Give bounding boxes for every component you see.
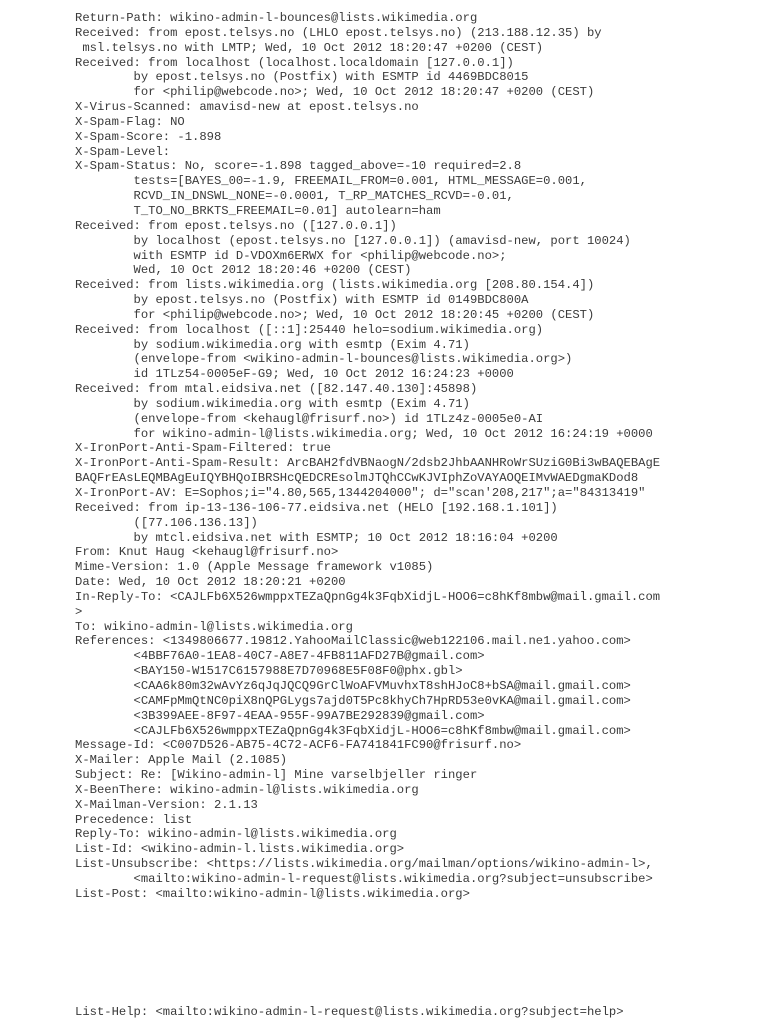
- header-line: (envelope-from <kehaugl@frisurf.no>) id 1TLz4z-0005e0-AI: [75, 411, 544, 426]
- header-line: X-Mailman-Version: 2.1.13: [75, 797, 258, 812]
- header-line: X-Spam-Level:: [75, 144, 171, 159]
- header-line: X-BeenThere: wikino-admin-l@lists.wikimedia.org: [75, 782, 419, 797]
- header-line: for wikino-admin-l@lists.wikimedia.org; Wed, 10 Oct 2012 16:24:19 +0000: [75, 426, 653, 441]
- header-line: Received: from localhost ([::1]:25440 helo=sodium.wikimedia.org): [75, 322, 544, 337]
- header-line: <CAA6k80m32wAvYz6qJqJQCQ9GrClWoAFVMuvhxT8shHJoC8+bSA@mail.gmail.com>: [75, 678, 631, 693]
- header-line: X-Spam-Status: No, score=-1.898 tagged_above=-10 required=2.8: [75, 159, 522, 174]
- header-line: (envelope-from <wikino-admin-l-bounces@lists.wikimedia.org>): [75, 352, 573, 367]
- header-line: >: [75, 604, 83, 619]
- email-header-block: [75, 11, 660, 902]
- header-line: List-Unsubscribe: <https://lists.wikimedia.org/mailman/options/wikino-admin-l>,: [75, 857, 653, 872]
- header-line: by sodium.wikimedia.org with esmtp (Exim 4.71): [75, 337, 470, 352]
- header-line: T_TO_NO_BRKTS_FREEMAIL=0.01] autolearn=ham: [75, 203, 441, 218]
- header-line: From: Knut Haug <kehaugl@frisurf.no>: [75, 545, 339, 560]
- header-line: X-Spam-Flag: NO: [75, 114, 185, 129]
- header-line: by sodium.wikimedia.org with esmtp (Exim 4.71): [75, 396, 470, 411]
- header-line: <BAY150-W1517C6157988E7D70968E5F08F0@phx.gbl>: [75, 664, 463, 679]
- header-line: Reply-To: wikino-admin-l@lists.wikimedia.org: [75, 827, 397, 842]
- header-line: for <philip@webcode.no>; Wed, 10 Oct 2012 18:20:45 +0200 (CEST): [75, 307, 595, 322]
- header-line: by localhost (epost.telsys.no [127.0.0.1]) (amavisd-new, port 10024): [75, 233, 631, 248]
- header-line: Date: Wed, 10 Oct 2012 18:20:21 +0200: [75, 575, 346, 590]
- header-line: tests=[BAYES_00=-1.9, FREEMAIL_FROM=0.001, HTML_MESSAGE=0.001,: [75, 174, 587, 189]
- header-line: X-Spam-Score: -1.898: [75, 129, 222, 144]
- header-line: BAQFrEAsLEQMBAgEuIQYBHQoIBRSHcQEDCREsolmJTQhCCwKJVIphZoVAYAOQEIMvWAEDgmaKDod8: [75, 471, 639, 486]
- header-line: References: <1349806677.19812.YahooMailClassic@web122106.mail.ne1.yahoo.com>: [75, 634, 631, 649]
- header-line: Subject: Re: [Wikino-admin-l] Mine varselbjeller ringer: [75, 768, 478, 783]
- header-line: X-Virus-Scanned: amavisd-new at epost.telsys.no: [75, 100, 419, 115]
- header-line: To: wikino-admin-l@lists.wikimedia.org: [75, 619, 353, 634]
- header-line: RCVD_IN_DNSWL_NONE=-0.0001, T_RP_MATCHES_RCVD=-0.01,: [75, 189, 514, 204]
- header-line: In-Reply-To: <CAJLFb6X526wmppxTEZaQpnGg4k3FqbXidjL-HOO6=c8hKf8mbw@mail.gmail.com: [75, 589, 661, 604]
- header-line: Received: from ip-13-136-106-77.eidsiva.net (HELO [192.168.1.101]): [75, 500, 558, 515]
- header-line: id 1TLz54-0005eF-G9; Wed, 10 Oct 2012 16:24:23 +0000: [75, 367, 514, 382]
- header-line: by epost.telsys.no (Postfix) with ESMTP id 4469BDC8015: [75, 70, 529, 85]
- header-line: with ESMTP id D-VDOXm6ERWX for <philip@webcode.no>;: [75, 248, 507, 263]
- header-line: <CAJLFb6X526wmppxTEZaQpnGg4k3FqbXidjL-HOO6=c8hKf8mbw@mail.gmail.com>: [75, 723, 631, 738]
- header-line: Received: from epost.telsys.no (LHLO epost.telsys.no) (213.188.12.35) by: [75, 25, 602, 40]
- header-line: X-IronPort-Anti-Spam-Result: ArcBAH2fdVBNaogN/2dsb2JhbAANHRoWrSUziG0Bi3wBAQEBAgE: [75, 456, 661, 471]
- header-line: by mtcl.eidsiva.net with ESMTP; 10 Oct 2012 18:16:04 +0200: [75, 530, 558, 545]
- header-line: by epost.telsys.no (Postfix) with ESMTP id 0149BDC800A: [75, 293, 529, 308]
- header-line: <CAMFpMmQtNC0piX8nQPGLygs7ajd0T5Pc8khyCh7HpRD53e0vKA@mail.gmail.com>: [75, 693, 631, 708]
- header-line: List-Post: <mailto:wikino-admin-l@lists.wikimedia.org>: [75, 886, 470, 901]
- header-line: Received: from mtal.eidsiva.net ([82.147.40.130]:45898): [75, 382, 478, 397]
- header-line: msl.telsys.no with LMTP; Wed, 10 Oct 2012 18:20:47 +0200 (CEST): [75, 40, 544, 55]
- header-line: <4BBF76A0-1EA8-40C7-A8E7-4FB811AFD27B@gmail.com>: [75, 649, 485, 664]
- header-line: <mailto:wikino-admin-l-request@lists.wikimedia.org?subject=unsubscribe>: [75, 871, 653, 886]
- header-line: Precedence: list: [75, 812, 193, 827]
- header-line: Received: from epost.telsys.no ([127.0.0.1]): [75, 218, 397, 233]
- header-line: List-Help: <mailto:wikino-admin-l-request@lists.wikimedia.org?subject=help>: [75, 1005, 624, 1019]
- header-line: for <philip@webcode.no>; Wed, 10 Oct 2012 18:20:47 +0200 (CEST): [75, 85, 595, 100]
- header-line: Received: from localhost (localhost.localdomain [127.0.0.1]): [75, 55, 514, 70]
- header-line: <3B399AEE-8F97-4EAA-955F-99A7BE292839@gmail.com>: [75, 708, 485, 723]
- header-line: Wed, 10 Oct 2012 18:20:46 +0200 (CEST): [75, 263, 412, 278]
- header-line: X-IronPort-AV: E=Sophos;i="4.80,565,1344204000"; d="scan'208,217";a="84313419": [75, 486, 646, 500]
- email-header-tail-block: [75, 1005, 624, 1020]
- header-line: Mime-Version: 1.0 (Apple Message framework v1085): [75, 560, 434, 575]
- header-line: X-IronPort-Anti-Spam-Filtered: true: [75, 441, 331, 456]
- header-line: X-Mailer: Apple Mail (2.1085): [75, 753, 288, 768]
- header-line: ([77.106.136.13]): [75, 515, 258, 530]
- header-line: Received: from lists.wikimedia.org (lists.wikimedia.org [208.80.154.4]): [75, 278, 595, 293]
- header-line: Return-Path: wikino-admin-l-bounces@lists.wikimedia.org: [75, 11, 478, 25]
- header-line: List-Id: <wikino-admin-l.lists.wikimedia.org>: [75, 842, 405, 857]
- header-line: Message-Id: <C007D526-AB75-4C72-ACF6-FA741841FC90@frisurf.no>: [75, 738, 522, 753]
